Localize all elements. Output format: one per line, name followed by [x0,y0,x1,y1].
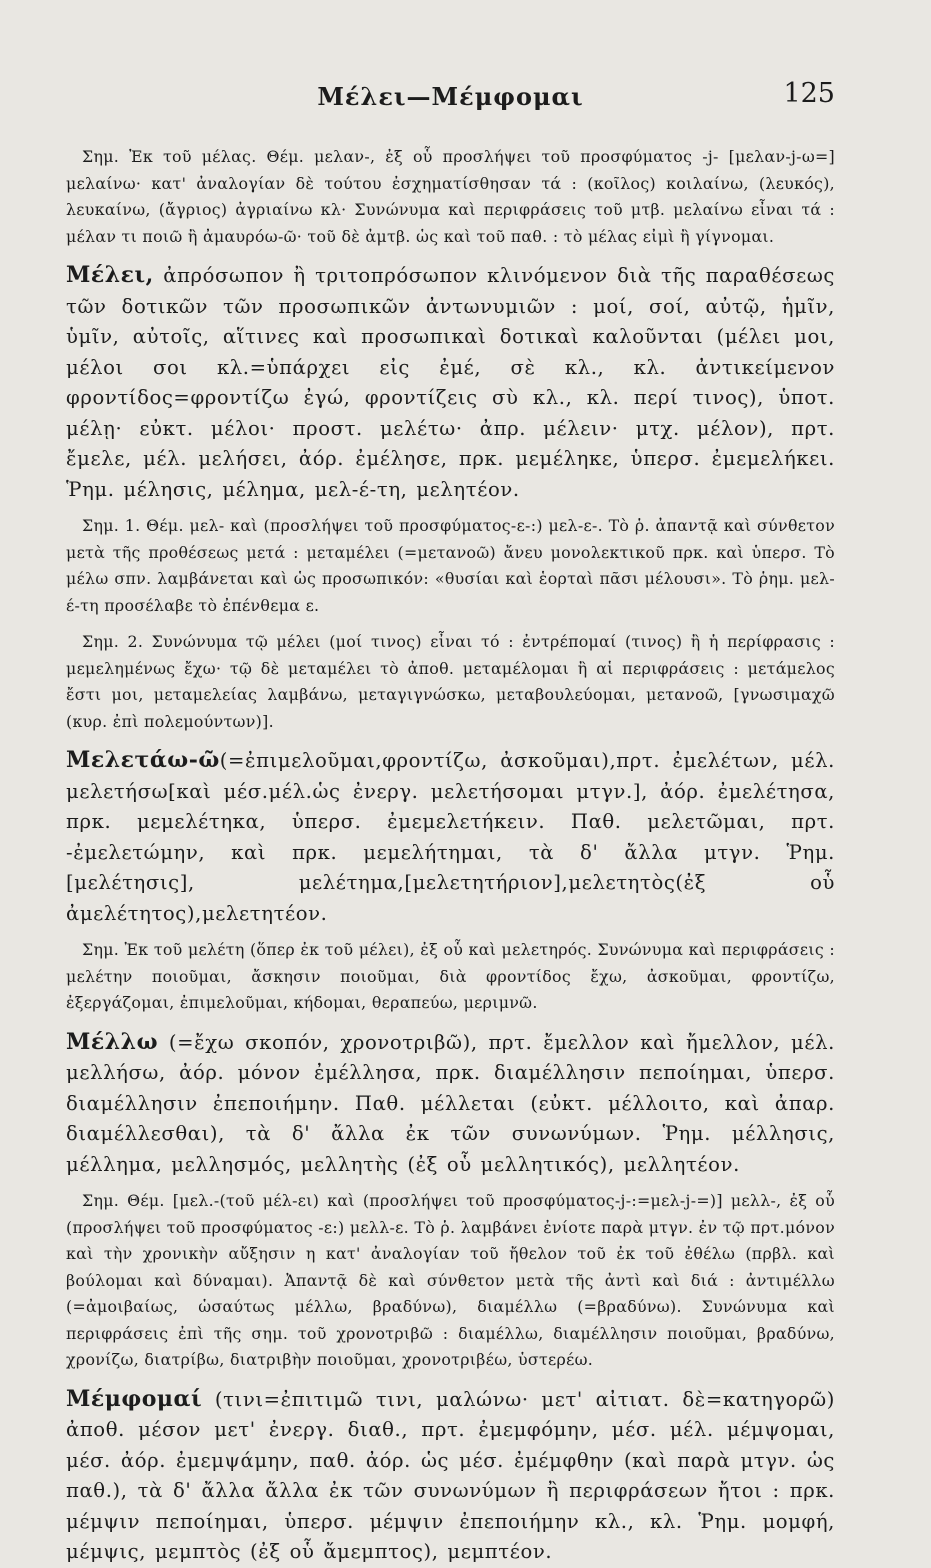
note-text: Σημ. 1. Θέμ. μελ- καὶ (προσλήψει τοῦ προσφύματος-ε-:) μελ-ε-. Τὸ ῥ. ἀπαντᾷ καὶ σύνθετον μετὰ τῆς προθέσεως μετά : μεταμέλει (=μετανοῶ) ἄνευ μονολεκτικοῦ πρκ. καὶ ὑπερσ. Τὸ μέλω σπν. λαμβάνεται καὶ ὡς προσωπικόν: «θυσίαι καὶ ἑορταὶ πᾶσι μέλουσι». Τὸ ῥημ. μελ-έ-τη προσέλαβε τὸ ἐπένθεμα ε. [66,516,835,615]
running-title: Μέλει—Μέμφομαι [317,82,584,111]
entry-text [66,1027,835,1181]
note-melei-1 [66,513,835,619]
entry-body: ἀπρόσωπον ἢ τριτοπρόσωπον κλινόμενον διὰ τῆς παραθέσεως τῶν δοτικῶν τῶν προσωπικῶν ἀντωνυμιῶν : μοί, σοί, αὐτῷ, ἡμῖν, ὑμῖν, αὐτοῖς, αἵτινες καὶ προσωπικαὶ δοτικαὶ καλοῦνται (μέλει μοι, μέλοι σοι κλ.=ὑπάρχει εἰς ἐμέ, σὲ κλ., κλ. ἀντικείμενον φροντίδος=φροντίζω ἐγώ, φροντίζεις σὺ κλ., κλ. περί τινος), ὑποτ. μέλῃ· εὐκτ. μέλοι· προστ. μελέτω· ἀπρ. μέλειν· μτχ. μέλον), πρτ. ἔμελε, μέλ. μελήσει, ἀόρ. ἐμέλησε, πρκ. μεμέληκε, ὑπερσ. ἐμεμελήκει. Ῥημ. μέλησις, μέλημα, μελ-έ-τη, μελητέον. [66,264,835,501]
note-text: Σημ. Ἐκ τοῦ μέλας. Θέμ. μελαν-, ἐξ οὗ προσλήψει τοῦ προσφύματος -j- [μελαν-j-ω=] μελαίνω· κατ' ἀναλογίαν δὲ τούτου ἐσχηματίσθησαν τά : (κοῖλος) κοιλαίνω, (λευκός), λευκαίνω, (ἄγριος) ἀγριαίνω κλ· Συνώνυμα καὶ περιφράσεις τοῦ μτβ. μελαίνω εἶναι τά : μέλαν τι ποιῶ ἢ ἀμαυρόω-ῶ· τοῦ δὲ ἀμτβ. ὡς καὶ τοῦ παθ. : τὸ μέλας εἰμὶ ἢ γίγνομαι. [66,147,835,246]
note-text: Σημ. Θέμ. [μελ.-(τοῦ μέλ-ει) καὶ (προσλήψει τοῦ προσφύματος-j-:=μελ-j-=)] μελλ-, ἐξ οὗ (προσλήψει τοῦ προσφύματος -ε:) μελλ-ε. Τὸ ῥ. λαμβάνει ἐνίοτε παρὰ μτγν. ἐν τῷ πρτ.μόνον καὶ τὴν χρονικὴν αὔξησιν η κατ' ἀναλογίαν τοῦ ἤθελον τοῦ ἐκ τοῦ ἐθέλω (πρβλ. καὶ βούλομαι καὶ δύναμαι). Ἀπαντᾷ δὲ καὶ σύνθετον μετὰ τῆς ἀντὶ καὶ διά : ἀντιμέλλω (=ἀμοιβαίως, ὡσαύτως μέλλω, βραδύνω), διαμέλλω (=βραδύνω). Συνώνυμα καὶ περιφράσεις ἐπὶ τῆς σημ. τοῦ χρονοτριβῶ : διαμέλλω, διαμέλλησιν ποιοῦμαι, βραδύνω, χρονίζω, διατρίβω, διατριβὴν ποιοῦμαι, χρονοτριβέω, ὑστερέω. [66,1191,835,1369]
running-head [66,78,835,118]
entry-lemma: Μέλλω [66,1028,159,1055]
note-melei-2 [66,629,835,735]
entry-lemma: Μελετάω-ῶ [66,747,220,773]
entry-body: (τινι=ἐπιτιμῶ τινι, μαλώνω· μετ' αἰτιατ. δὲ=κατηγορῶ) ἀποθ. μέσον μετ' ἐνεργ. διαθ., πρτ. ἐμεμφόμην, μέσ. μέλ. μέμψομαι, μέσ. ἀόρ. ἐμεμψάμην, παθ. ἀόρ. ὡς μέσ. ἐμέμφθην (καὶ παρὰ μτγν. ὡς παθ.), τὰ δ' ἄλλα ἄλλα ἐκ τῶν συνωνύμων ἢ περιφράσεων ἤτοι : πρκ. μέμψιν πεποίημαι, ὑπερσ. μέμψιν ἐπεποιήμην κλ., κλ. Ῥημ. μομφή, μέμψις, μεμπτὸς (ἐξ οὗ ἄμεμπτος), μεμπτέον. [66,1387,835,1563]
entry-body: (=ἔχω σκοπόν, χρονοτριβῶ), πρτ. ἔμελλον καὶ ἤμελλον, μέλ. μελλήσω, ἀόρ. μόνον ἐμέλλησα, πρκ. διαμέλλησιν πεποίημαι, ὑπερσ. διαμέλλησιν ἐπεποιήμην. Παθ. μέλλεται (εὐκτ. μέλλοιτο, καὶ ἀπαρ. διαμέλλεσθαι), τὰ δ' ἄλλα ἐκ τῶν συνωνύμων. Ῥημ. μέλλησις, μέλλημα, μελλησμός, μελλητὴς (ἐξ οὗ μελλητικός), μελλητέον. [66,1030,835,1176]
page-number: 125 [783,78,835,109]
entry-text [66,260,835,505]
note-melas [66,144,835,250]
entry-mello [66,1027,835,1181]
entry-text [66,1384,835,1568]
entry-lemma: Μέμφομαί [66,1385,203,1412]
note-mello [66,1188,835,1374]
entry-melei [66,260,835,505]
entry-meletao [66,745,835,929]
entry-body: (=ἐπιμελοῦμαι,φροντίζω, ἀσκοῦμαι),πρτ. ἐμελέτων, μέλ. μελετήσω[καὶ μέσ.μέλ.ὡς ἐνεργ. μελετήσομαι μτγν.], ἀόρ. ἐμελέτησα, πρκ. μεμελέτηκα, ὑπερσ. ἐμεμελετήκειν. Παθ. μελετῶμαι, πρτ. -ἐμελετώμην, καὶ πρκ. μεμελήτημαι, τὰ δ' ἄλλα μτγν. Ῥημ. [μελέτησις], μελέτημα,[μελετητήριον],μελετητὸς(ἐξ οὗ ἀμελέτητος),μελετητέον. [66,749,835,925]
note-text: Σημ. 2. Συνώνυμα τῷ μέλει (μοί τινος) εἶναι τό : ἐντρέπομαί (τινος) ἢ ἡ περίφρασις : μεμελημένως ἔχω· τῷ δὲ μεταμέλει τὸ ἀποθ. μεταμέλομαι ἢ αἱ περιφράσεις : μετάμελος ἔστι μοι, μεταμελείας λαμβάνω, μεταγιγνώσκω, μεταβουλεύομαι, μετανοῶ, [γνωσιμαχῶ (κυρ. ἐπὶ πολεμούντων)]. [66,632,835,731]
note-text: Σημ. Ἐκ τοῦ μελέτη (ὅπερ ἐκ τοῦ μέλει), ἐξ οὗ καὶ μελετηρός. Συνώνυμα καὶ περιφράσεις : μελέτην ποιοῦμαι, ἄσκησιν ποιοῦμαι, διὰ φροντίδος ἔχω, ἀσκοῦμαι, φροντίζω, ἐξεργάζομαι, ἐπιμελοῦμαι, κήδομαι, θεραπεύω, μεριμνῶ. [66,940,835,1012]
entry-memfomai [66,1384,835,1568]
entry-text [66,745,835,929]
note-meletao [66,937,835,1017]
entry-lemma: Μέλει, [66,262,154,288]
